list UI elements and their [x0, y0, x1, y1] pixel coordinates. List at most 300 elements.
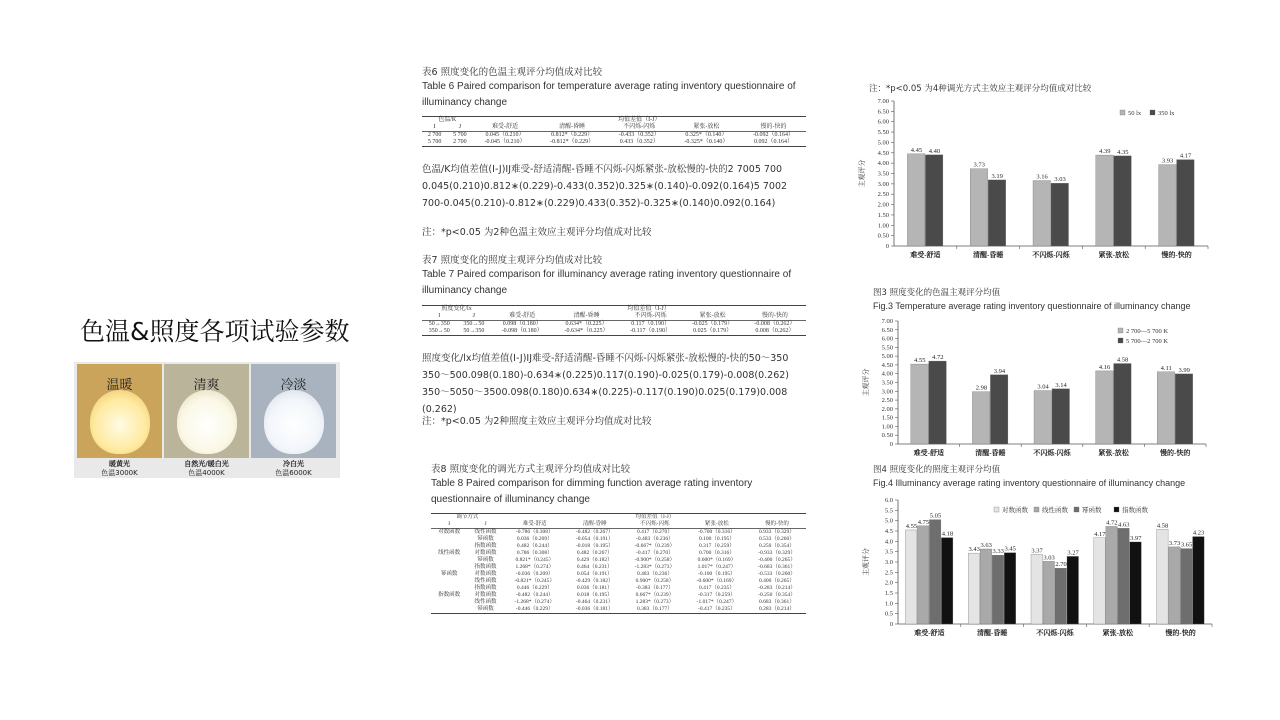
legend-swatch — [1118, 328, 1123, 333]
table7-cell: 350→50 — [422, 328, 457, 336]
y-tick-label: 1.5 — [884, 590, 893, 597]
bar — [1055, 568, 1067, 624]
data-label: 5.05 — [929, 512, 942, 520]
legend-swatch — [1114, 507, 1119, 512]
table8 — [431, 513, 806, 614]
table6-cell: -0.812*（0.229） — [537, 139, 606, 147]
table8-cell — [431, 585, 467, 592]
table8-cell: 0.533（0.260） — [759, 536, 795, 542]
table8-cell: 0.400（0.265） — [759, 578, 795, 584]
legend-label: 对数函数 — [1002, 507, 1028, 514]
y-tick-label: 5.00 — [877, 139, 889, 147]
table8-cell: 0.900*（0.258） — [635, 578, 675, 584]
table8-cell: 对数函数 — [474, 571, 497, 577]
y-tick-label: 1.50 — [877, 211, 889, 219]
table8-cell: -0.482（0.244） — [515, 592, 554, 598]
data-label: 3.63 — [980, 541, 992, 549]
bar — [1094, 538, 1106, 624]
table8-cell: 0.667*（0.239） — [635, 592, 675, 598]
table8-hj: J — [467, 521, 503, 529]
table8-cell: -0.283（0.214） — [758, 585, 796, 591]
table6 — [422, 116, 806, 147]
table6-note: 注：*p<0.05 为2种色温主效应主观评分均值成对比较 — [422, 227, 652, 238]
table7-cell: 50→350 — [428, 321, 450, 327]
table8-row — [431, 529, 806, 537]
slide-title: 色温&照度各项试验参数 — [80, 317, 350, 346]
table6-cell: -0.092（0.164） — [752, 132, 794, 138]
table6-hj: J — [447, 124, 472, 132]
table8-title-cn: 表8 照度变化的调光方式主观评分均值成对比较 — [431, 464, 631, 475]
table8-hgroup: 均值差值（I-J） — [504, 514, 806, 522]
table8-row — [431, 606, 806, 614]
y-axis-label: 主观评分 — [862, 368, 870, 397]
data-label: 4.72 — [932, 354, 944, 362]
table8-cell: 幂函数 — [467, 606, 503, 614]
table8-title-en: Table 8 Paired comparison for dimming function average rating inventory questionnaire of illuminancy change — [431, 478, 753, 505]
bar — [1118, 528, 1130, 624]
table8-cell: 对数函数 — [474, 592, 497, 598]
table8-cell: 0.036（0.209） — [516, 536, 553, 542]
table7-cell: 0.634*（0.225） — [565, 321, 608, 327]
legend-label: 线性函数 — [1042, 507, 1068, 514]
data-label: 3.65 — [1180, 541, 1193, 549]
data-label: 4.16 — [1098, 363, 1111, 371]
y-tick-label: 1.00 — [877, 222, 889, 230]
bar — [1034, 391, 1052, 444]
y-tick-label: 6.00 — [877, 118, 889, 126]
data-label: 4.55 — [905, 522, 918, 530]
y-tick-label: 1.50 — [881, 414, 893, 422]
table7-hi: I — [422, 313, 457, 321]
table7-cell: 0.008（0.262） — [744, 328, 806, 336]
bar — [1175, 374, 1193, 444]
table6-cell: 0.433（0.352） — [607, 139, 672, 147]
table8-cell: -0.036（0.181） — [566, 606, 624, 614]
data-label: 4.55 — [914, 357, 926, 365]
bulb-cool-glow — [264, 390, 324, 454]
table8-cell: 指数函数 — [474, 543, 497, 549]
table7-col: 难受-舒适 — [491, 313, 553, 321]
table8-cell: 指数函数 — [474, 585, 497, 591]
chart1 — [858, 96, 1228, 259]
y-tick-label: 5.50 — [877, 129, 889, 137]
table8-row — [431, 599, 806, 606]
table8-cell: -0.821*（0.245） — [514, 578, 555, 584]
data-label: 4.17 — [1179, 152, 1192, 160]
table8-cell — [431, 599, 467, 606]
table8-cell: 0.821*（0.245） — [515, 557, 554, 563]
table8-cell: 对数函数 — [474, 550, 497, 556]
table8-cell: -0.429（0.182） — [575, 578, 614, 584]
bar — [941, 538, 953, 624]
y-tick-label: 4.0 — [884, 538, 893, 546]
y-tick-label: 3.5 — [884, 548, 893, 556]
table7-col: 不闪烁-闪烁 — [620, 313, 682, 321]
table8-row — [431, 543, 806, 550]
data-label: 3.04 — [1037, 383, 1049, 391]
table8-row — [431, 578, 806, 585]
bar — [1157, 372, 1175, 444]
table8-col: 慢的-快的 — [748, 521, 806, 529]
table6-col: 紧张-放松 — [672, 124, 741, 132]
table8-cell: 幂函数 — [440, 571, 458, 577]
chart1-note: 注：*p<0.05 为4种调光方式主效应主观评分均值成对比较 — [869, 84, 1092, 94]
table6-cell: 0.325*（0.140） — [685, 132, 728, 138]
data-label: 3.27 — [1067, 549, 1079, 557]
data-label: 3.37 — [1031, 547, 1043, 555]
table7-h1: 照度变化/lx — [422, 306, 491, 314]
bar — [980, 549, 992, 624]
data-label: 4.45 — [910, 146, 923, 154]
data-label: 4.39 — [1099, 148, 1111, 156]
data-label: 3.19 — [991, 172, 1003, 180]
x-tick-label: 难受-舒适 — [910, 251, 941, 259]
table6-h1: 色温/K — [422, 117, 473, 125]
chart1-caption-cn: 图3 照度变化的色温主观评分均值 — [873, 288, 1001, 298]
table8-cell: 0.283（0.214） — [748, 606, 806, 614]
data-label: 3.33 — [992, 548, 1004, 556]
table8-row — [431, 592, 806, 599]
table8-cell: -0.317（0.259） — [698, 592, 736, 598]
y-tick-label: 6.50 — [877, 108, 889, 116]
chart2-caption-en: Fig.4 Illuminancy average rating inventory questionnaire of illuminancy change — [873, 478, 1186, 488]
table8-col: 难受-舒适 — [504, 521, 566, 529]
bar — [917, 526, 929, 624]
x-tick-label: 清醒-昏睡 — [975, 449, 1006, 457]
table8-cell: -0.446（0.229） — [504, 606, 566, 614]
data-label: 4.72 — [1106, 519, 1118, 527]
table8-cell: 1.283*（0.273） — [635, 599, 675, 605]
table8-cell: 指数函数 — [474, 564, 497, 570]
bulb-warm-glow — [90, 390, 150, 454]
table6-title-cn: 表6 照度变化的色温主观评分均值成对比较 — [422, 67, 603, 78]
bar — [1052, 389, 1070, 444]
y-tick-label: 0.50 — [877, 232, 889, 240]
table8-cell: -0.700（0.316） — [698, 529, 736, 535]
table8-cell: -1.017*（0.247） — [696, 599, 737, 605]
x-tick-label: 慢的-快的 — [1161, 251, 1192, 259]
y-tick-label: 2.5 — [884, 569, 893, 577]
y-tick-label: 4.5 — [884, 528, 893, 535]
legend-label: 幂函数 — [1082, 507, 1102, 514]
table8-cell: 0.786（0.308） — [516, 550, 553, 556]
table8-cell: 0.100（0.195） — [698, 536, 735, 542]
table8-cell: 0.446（0.229） — [516, 585, 553, 591]
x-tick-label: 不闪烁-闪烁 — [1036, 629, 1074, 637]
bulb-cool-label — [251, 460, 336, 478]
data-label: 3.03 — [1043, 554, 1055, 562]
y-axis-label: 主观评分 — [858, 159, 866, 188]
table8-cell: 幂函数 — [477, 536, 494, 542]
chart2 — [862, 316, 1228, 460]
table8-cell: -0.018（0.195） — [575, 543, 614, 549]
table7-cell: -0.025（0.179） — [692, 321, 734, 327]
table8-cell — [431, 536, 467, 543]
legend-label: 5 700—2 700 K — [1126, 338, 1169, 345]
chart2-caption-cn: 图4 照度变化的照度主观评分均值 — [873, 465, 1001, 475]
table8-cell: -0.482（0.267） — [575, 529, 614, 535]
table8-col: 紧张-放松 — [686, 521, 748, 529]
table6-cell: 2 700 — [427, 132, 442, 138]
y-tick-label: 4.50 — [881, 361, 893, 369]
y-tick-label: 2.0 — [884, 579, 893, 587]
data-label: 3.16 — [1036, 173, 1048, 181]
bar — [1159, 165, 1177, 246]
table8-cell: 0.429（0.182） — [576, 557, 613, 563]
bar — [992, 555, 1004, 624]
bar — [905, 530, 917, 624]
table8-cell: -0.400（0.265） — [758, 557, 796, 563]
table8-cell: -0.933（0.329） — [758, 550, 796, 556]
table8-cell — [431, 543, 467, 550]
data-label: 4.63 — [1118, 521, 1130, 529]
data-label: 4.11 — [1160, 364, 1172, 372]
bulb-warm — [77, 364, 162, 458]
y-tick-label: 2.00 — [881, 405, 893, 413]
data-label: 4.23 — [1192, 529, 1205, 537]
table6-hi: I — [422, 124, 447, 132]
table8-cell — [431, 557, 467, 564]
table6-col: 难受-舒适 — [473, 124, 538, 132]
bar — [929, 361, 947, 444]
table7-note: 注：*p<0.05 为2种照度主效应主观评分均值成对比较 — [422, 416, 652, 427]
bulb-cool — [251, 364, 336, 458]
table8-cell: 线性函数 — [474, 529, 497, 535]
table8-h1: 调节方式 — [431, 514, 504, 522]
bulb-natural-cct: 色温4000K — [188, 469, 225, 477]
data-label: 3.03 — [1054, 176, 1066, 184]
table8-cell: -0.054（0.191） — [575, 536, 614, 542]
table8-cell: -0.483（0.236） — [636, 536, 674, 542]
table8-cell: 0.483（0.236） — [636, 571, 673, 577]
data-label: 3.73 — [973, 161, 985, 169]
table8-cell: 1.268*（0.274） — [515, 564, 554, 570]
y-tick-label: 2.50 — [881, 397, 893, 405]
table8-cell: 0.383（0.177） — [624, 606, 686, 614]
table8-cell: 线性函数 — [438, 550, 461, 556]
table7-col: 紧张-放松 — [682, 313, 744, 321]
table8-row — [431, 564, 806, 571]
x-tick-label: 紧张-放松 — [1098, 251, 1129, 259]
table8-cell: 0.250（0.354） — [759, 543, 795, 549]
bar — [1177, 160, 1195, 246]
table8-cell — [431, 606, 467, 614]
table6-paragraph: 色温/K均值差值(I-J)IJ难受-舒适清醒-昏睡不闪烁-闪烁紧张-放松慢的-快的2 7005 7000.045(0.210)0.812∗(0.229)-0.433(0.352)0.325∗(0.140)-0.092(0.164)5 7002 700-0.045(0.210)-0.812∗(0.229)0.433(0.352)-0.325∗(0.140)0.092(0.164) — [422, 164, 788, 209]
bar — [1031, 554, 1043, 624]
legend-swatch — [1034, 507, 1039, 512]
table6-cell: 5 700 — [453, 132, 467, 138]
bar — [1051, 183, 1069, 246]
y-tick-label: 4.00 — [881, 370, 893, 378]
data-label: 2.70 — [1055, 561, 1067, 569]
legend-label: 50 lx — [1128, 110, 1142, 117]
table7-col: 慢的-快的 — [744, 313, 806, 321]
data-label: 4.58 — [1116, 356, 1129, 364]
bar — [1004, 553, 1016, 624]
table6-cell: 0.812*（0.229） — [551, 132, 594, 138]
table7-cell: 0.117（0.190） — [631, 321, 670, 327]
x-tick-label: 紧张-放松 — [1102, 629, 1133, 637]
y-axis-label: 主观评分 — [862, 548, 870, 576]
y-tick-label: 7.00 — [881, 318, 893, 325]
bar — [1114, 364, 1132, 444]
table8-cell: -1.283*（0.273） — [634, 564, 675, 570]
x-tick-label: 清醒-昏睡 — [973, 251, 1004, 259]
table8-cell: 1.017*（0.247） — [697, 564, 737, 570]
legend-label: 2 700—5 700 K — [1126, 328, 1169, 335]
bulb-warm-label — [77, 460, 162, 478]
table8-row — [431, 550, 806, 557]
bar — [925, 155, 943, 246]
y-tick-label: 5.00 — [881, 353, 893, 361]
y-tick-label: 4.00 — [877, 160, 889, 168]
data-label: 4.17 — [1094, 530, 1106, 538]
table6-cell: 2 700 — [447, 139, 472, 147]
legend-swatch — [1120, 110, 1125, 115]
bulb-cool-type: 冷白光 — [283, 460, 304, 468]
table8-cell: 0.700（0.316） — [698, 550, 735, 556]
table8-cell: 0.054（0.191） — [576, 571, 613, 577]
bulb-warm-type: 暖黄光 — [109, 460, 130, 468]
table7-cell: 350→50 — [463, 321, 485, 327]
legend-swatch — [1150, 110, 1155, 115]
x-tick-label: 慢的-快的 — [1165, 629, 1196, 637]
bar — [970, 169, 988, 246]
table6-col: 慢的-快的 — [741, 124, 806, 132]
bulb-natural-glow — [177, 390, 237, 454]
bar — [1096, 155, 1114, 246]
table8-cell: 线性函数 — [474, 599, 497, 605]
bar — [1130, 542, 1142, 624]
table8-cell: 0.317（0.259） — [698, 543, 735, 549]
table7 — [422, 305, 806, 336]
bar — [1096, 371, 1114, 444]
y-tick-label: 4.50 — [877, 149, 889, 157]
y-tick-label: 6.00 — [881, 335, 893, 343]
y-tick-label: 5.5 — [884, 507, 893, 515]
table6-cell: -0.045（0.210） — [473, 139, 538, 147]
bar — [1114, 156, 1132, 246]
table6-cell: -0.433（0.352） — [618, 132, 660, 138]
y-tick-label: 3.00 — [881, 388, 893, 396]
y-tick-label: 3.0 — [884, 559, 893, 566]
bar — [1193, 537, 1205, 624]
data-label: 3.45 — [1004, 545, 1016, 553]
table7-cell: 0.098（0.180） — [502, 321, 542, 327]
y-tick-label: 6.50 — [881, 326, 893, 334]
y-tick-label: 5.50 — [881, 344, 893, 352]
data-label: 4.58 — [1156, 522, 1169, 530]
table8-cell: -1.268*（0.274） — [514, 599, 555, 605]
y-tick-label: 3.00 — [877, 180, 889, 188]
data-label: 3.14 — [1055, 381, 1067, 389]
y-tick-label: 6.0 — [884, 497, 893, 504]
table8-cell: -0.250（0.354） — [758, 592, 796, 598]
bar — [1033, 181, 1051, 246]
y-tick-label: 0 — [889, 441, 893, 448]
table7-hj: J — [457, 313, 492, 321]
x-tick-label: 慢的-快的 — [1160, 449, 1191, 457]
data-label: 3.93 — [1161, 157, 1174, 165]
y-tick-label: 0.50 — [881, 432, 893, 440]
legend-swatch — [1074, 507, 1079, 512]
table8-cell: -0.417（0.235） — [686, 606, 748, 614]
table8-cell: -0.600*（0.169） — [696, 578, 737, 584]
x-tick-label: 不闪烁-闪烁 — [1033, 449, 1071, 457]
y-tick-label: 0.5 — [884, 610, 893, 618]
bar — [1181, 549, 1193, 624]
table8-cell: 0.600*（0.169） — [697, 557, 737, 563]
table8-row — [431, 585, 806, 592]
bar — [988, 180, 1006, 246]
table7-cell: -0.098（0.180） — [491, 328, 553, 336]
bar — [1043, 561, 1055, 624]
y-tick-label: 7.00 — [877, 98, 889, 105]
table6-title-en: Table 6 Paired comparison for temperature average rating inventory questionnaire of illuminancy change — [422, 81, 796, 108]
table8-cell: -0.383（0.177） — [636, 585, 674, 591]
table8-cell: 0.464（0.231） — [576, 564, 613, 570]
table8-cell: 0.683（0.361） — [759, 599, 795, 605]
table6-col: 清醒-昏睡 — [537, 124, 606, 132]
data-label: 4.40 — [928, 147, 941, 155]
bar — [990, 375, 1008, 444]
legend-swatch — [994, 507, 999, 512]
table7-cell: -0.634*（0.225） — [553, 328, 619, 336]
y-tick-label: 1.00 — [881, 423, 893, 431]
bulb-warm-name: 温暖 — [106, 378, 133, 393]
y-tick-label: 1.0 — [884, 600, 893, 608]
table6-hgroup: 均值差值（I-J） — [473, 117, 807, 125]
y-tick-label: 0 — [889, 621, 893, 628]
table8-cell: -0.683（0.361） — [758, 564, 796, 570]
color-temperature-bulbs — [74, 362, 340, 478]
bar — [1169, 547, 1181, 624]
table7-cell: -0.117（0.190） — [620, 328, 682, 336]
x-tick-label: 难受-舒适 — [913, 449, 944, 457]
bar — [1157, 529, 1169, 624]
bar — [968, 553, 980, 624]
table7-cell: 50→350 — [457, 328, 492, 336]
table7-col: 清醒-昏睡 — [553, 313, 619, 321]
x-tick-label: 不闪烁-闪烁 — [1032, 251, 1070, 259]
table8-cell: 0.417（0.270） — [636, 529, 673, 535]
table8-cell: 幂函数 — [477, 557, 494, 563]
table8-cell: 线性函数 — [474, 578, 497, 584]
data-label: 4.75 — [917, 518, 930, 526]
bar — [972, 392, 990, 444]
bulb-cool-cct: 色温6000K — [275, 469, 312, 477]
data-label: 3.73 — [1168, 539, 1181, 547]
table8-cell: 0.036（0.181） — [576, 585, 613, 591]
x-tick-label: 紧张-放松 — [1098, 449, 1129, 457]
table8-cell: 0.482（0.267） — [576, 550, 613, 556]
table8-cell — [431, 578, 467, 585]
table8-cell: 0.417（0.235） — [698, 585, 735, 591]
table7-paragraph: 照度变化/lx均值差值(I-J)IJ难受-舒适清醒-昏睡不闪烁-闪烁紧张-放松慢的-快的50～350350～500.098(0.180)-0.634∗(0.225)0.117(0.190)-0.025(0.179)-0.008(0.262)350～5050～3500.098(0.180)0.634∗(0.225)-0.117(0.190)0.025(0.179)0.008(0.262) — [422, 353, 789, 415]
table8-hi: I — [431, 521, 467, 529]
table8-row — [431, 536, 806, 543]
y-tick-label: 0 — [885, 243, 889, 250]
table7-cell: 0.025（0.179） — [682, 328, 744, 336]
bar — [929, 520, 941, 624]
table7-cell: -0.008（0.262） — [754, 321, 796, 327]
table8-cell: 0.933（0.329） — [759, 529, 795, 535]
table8-row — [431, 571, 806, 578]
table8-cell: -0.900*（0.258） — [634, 557, 675, 563]
table6-cell: 5 700 — [422, 139, 447, 147]
table8-cell: -0.100（0.195） — [698, 571, 736, 577]
x-tick-label: 清醒-昏睡 — [977, 629, 1008, 637]
